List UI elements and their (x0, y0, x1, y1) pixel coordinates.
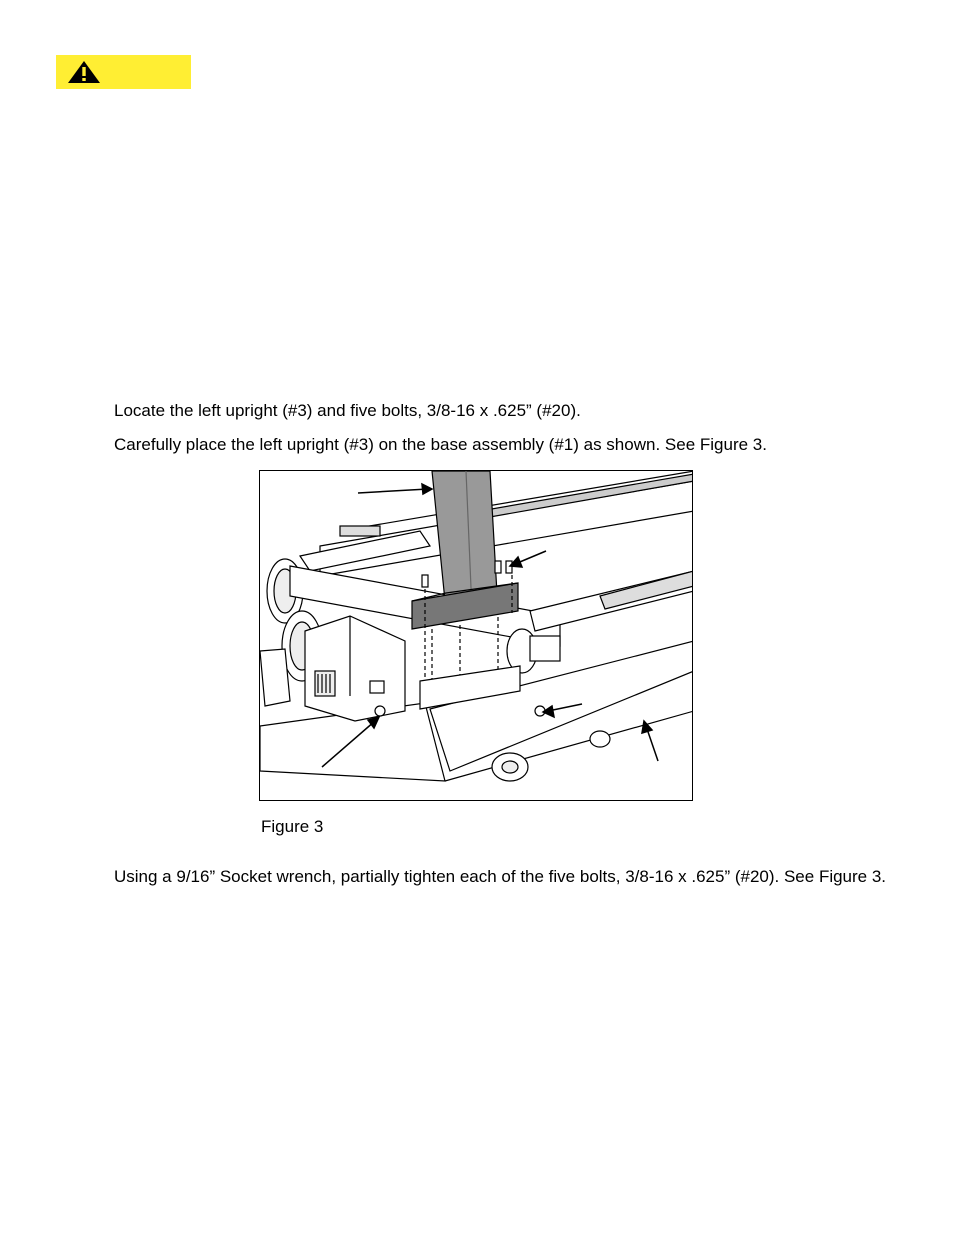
caution-banner (56, 55, 191, 89)
upright-assembly-drawing (260, 471, 693, 801)
step-place-upright: Carefully place the left upright (#3) on the base assembly (#1) as shown. See Figure 3. (114, 435, 767, 454)
assembly-illustration (259, 470, 693, 801)
step-locate-upright: Locate the left upright (#3) and five bolts, 3/8-16 x .625” (#20). (114, 401, 581, 420)
figure-caption: Figure 3 (261, 817, 324, 836)
step-tighten-bolts: Using a 9/16” Socket wrench, partially tighten each of the five bolts, 3/8-16 x .625” (#20). See Figure 3. (114, 867, 887, 886)
warning-triangle-icon (66, 59, 102, 85)
